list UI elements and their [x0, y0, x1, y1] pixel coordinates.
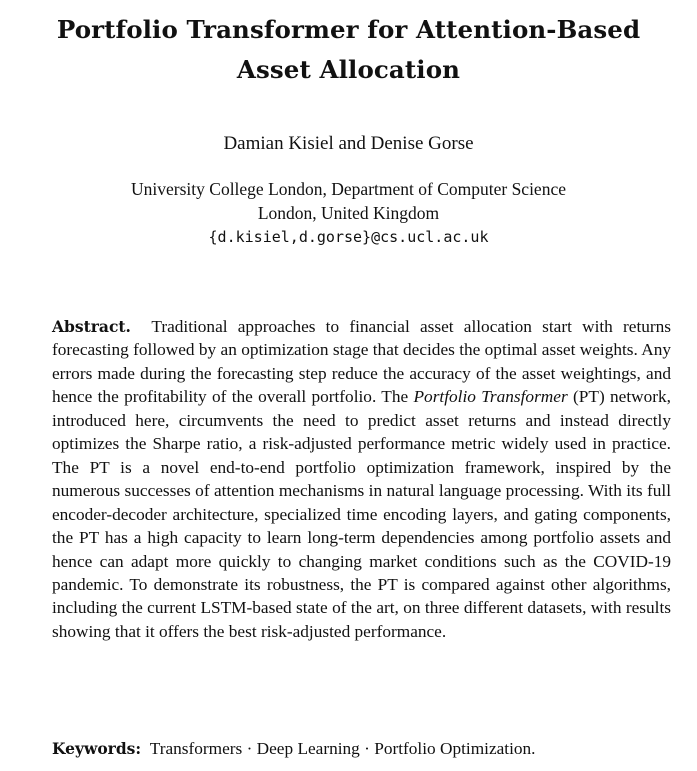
title-line-1: Portfolio Transformer for Attention-Based — [56, 15, 641, 44]
abstract-label: Abstract. — [52, 317, 131, 336]
affiliation-line-2: London, United Kingdom — [257, 203, 440, 223]
paper-title — [20, 10, 677, 90]
keywords-label: Keywords: — [52, 739, 142, 758]
title-line-2: Asset Allocation — [236, 55, 461, 84]
keywords — [52, 737, 671, 761]
affiliation-block — [0, 177, 697, 249]
affiliation-line-1: University College London, Department of Computer Science — [131, 179, 566, 199]
abstract-emphasis: Portfolio Transformer — [413, 387, 568, 407]
author-email: {d.kisiel,d.gorse}@cs.ucl.ac.uk — [208, 228, 489, 246]
abstract — [52, 315, 671, 643]
abstract-text-before: Traditional approaches to financial asset allocation start with returns forecasting followed by an optimization stage that decides the optimal asset weights. Any errors made during the forecasting step reduce the accuracy of the asset weightings, and hence the profitability of the overall portfolio. The — [52, 317, 672, 407]
keywords-text: Transformers · Deep Learning · Portfolio Optimization. — [149, 739, 536, 758]
abstract-text-after: (PT) network, introduced here, circumvents the need to predict asset returns and instead directly optimizes the Sharpe ratio, a risk-adjusted performance metric widely used in practice. The PT is a novel end-to-end portfolio optimization framework, inspired by the numerous successes of attention mechanisms in natural language processing. With its full encoder-decoder architecture, specialized time encoding layers, and gating components, the PT has a high capacity to learn long-term dependencies among portfolio assets and hence can adapt more quickly to changing market conditions such as the COVID-19 pandemic. To demonstrate its robustness, the PT is compared against other algorithms, including the current LSTM-based state of the art, on three different datasets, with results showing that it offers the best risk-adjusted performance. — [52, 387, 671, 641]
author-list: Damian Kisiel and Denise Gorse — [223, 133, 474, 154]
